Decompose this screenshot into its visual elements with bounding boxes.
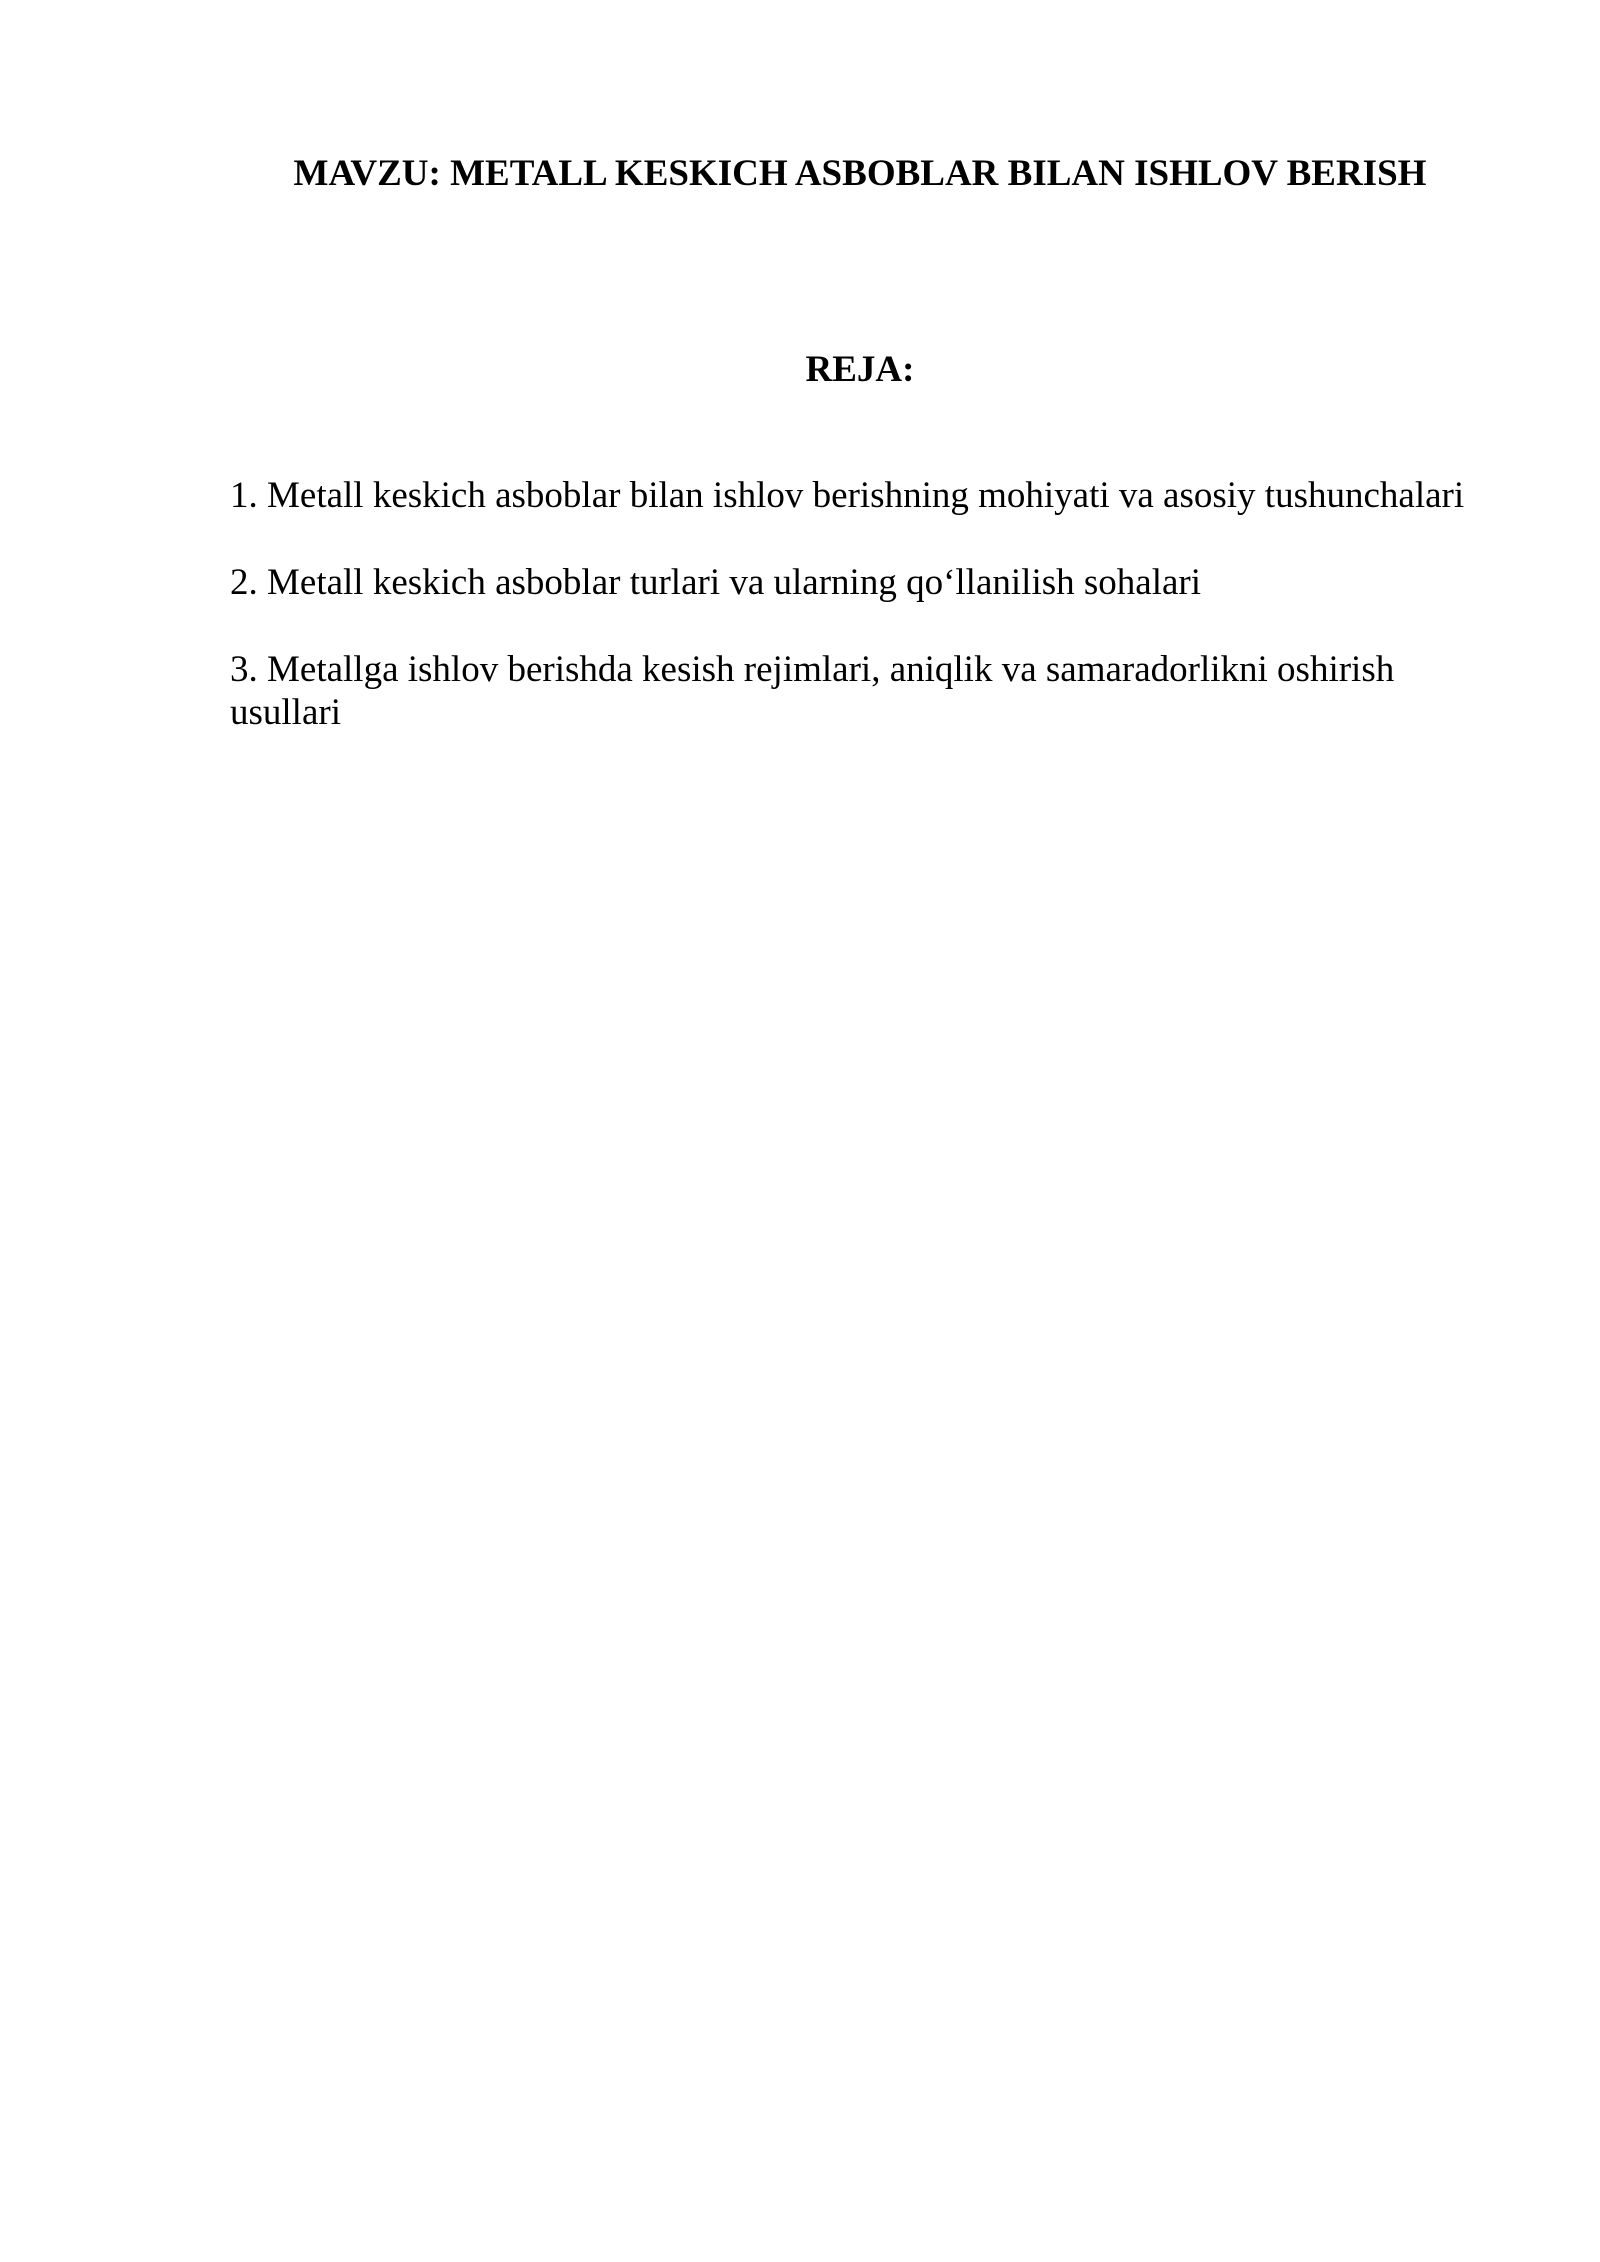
plan-heading: REJA:	[805, 349, 915, 390]
plan-item-2: 2. Metall keskich asboblar turlari va ularning qo‘llanilish sohalari	[230, 562, 1201, 603]
topic-title: MAVZU: METALL KESKICH ASBOBLAR BILAN ISHLOV BERISH	[293, 153, 1427, 194]
plan-list	[230, 474, 1500, 778]
plan-item-3: 3. Metallga ishlov berishda kesish rejimlari, aniqlik va samaradorlikni oshirish usullari	[230, 649, 1395, 733]
plan-item-1: 1. Metall keskich asboblar bilan ishlov berishning mohiyati va asosiy tushunchalari	[230, 475, 1465, 516]
